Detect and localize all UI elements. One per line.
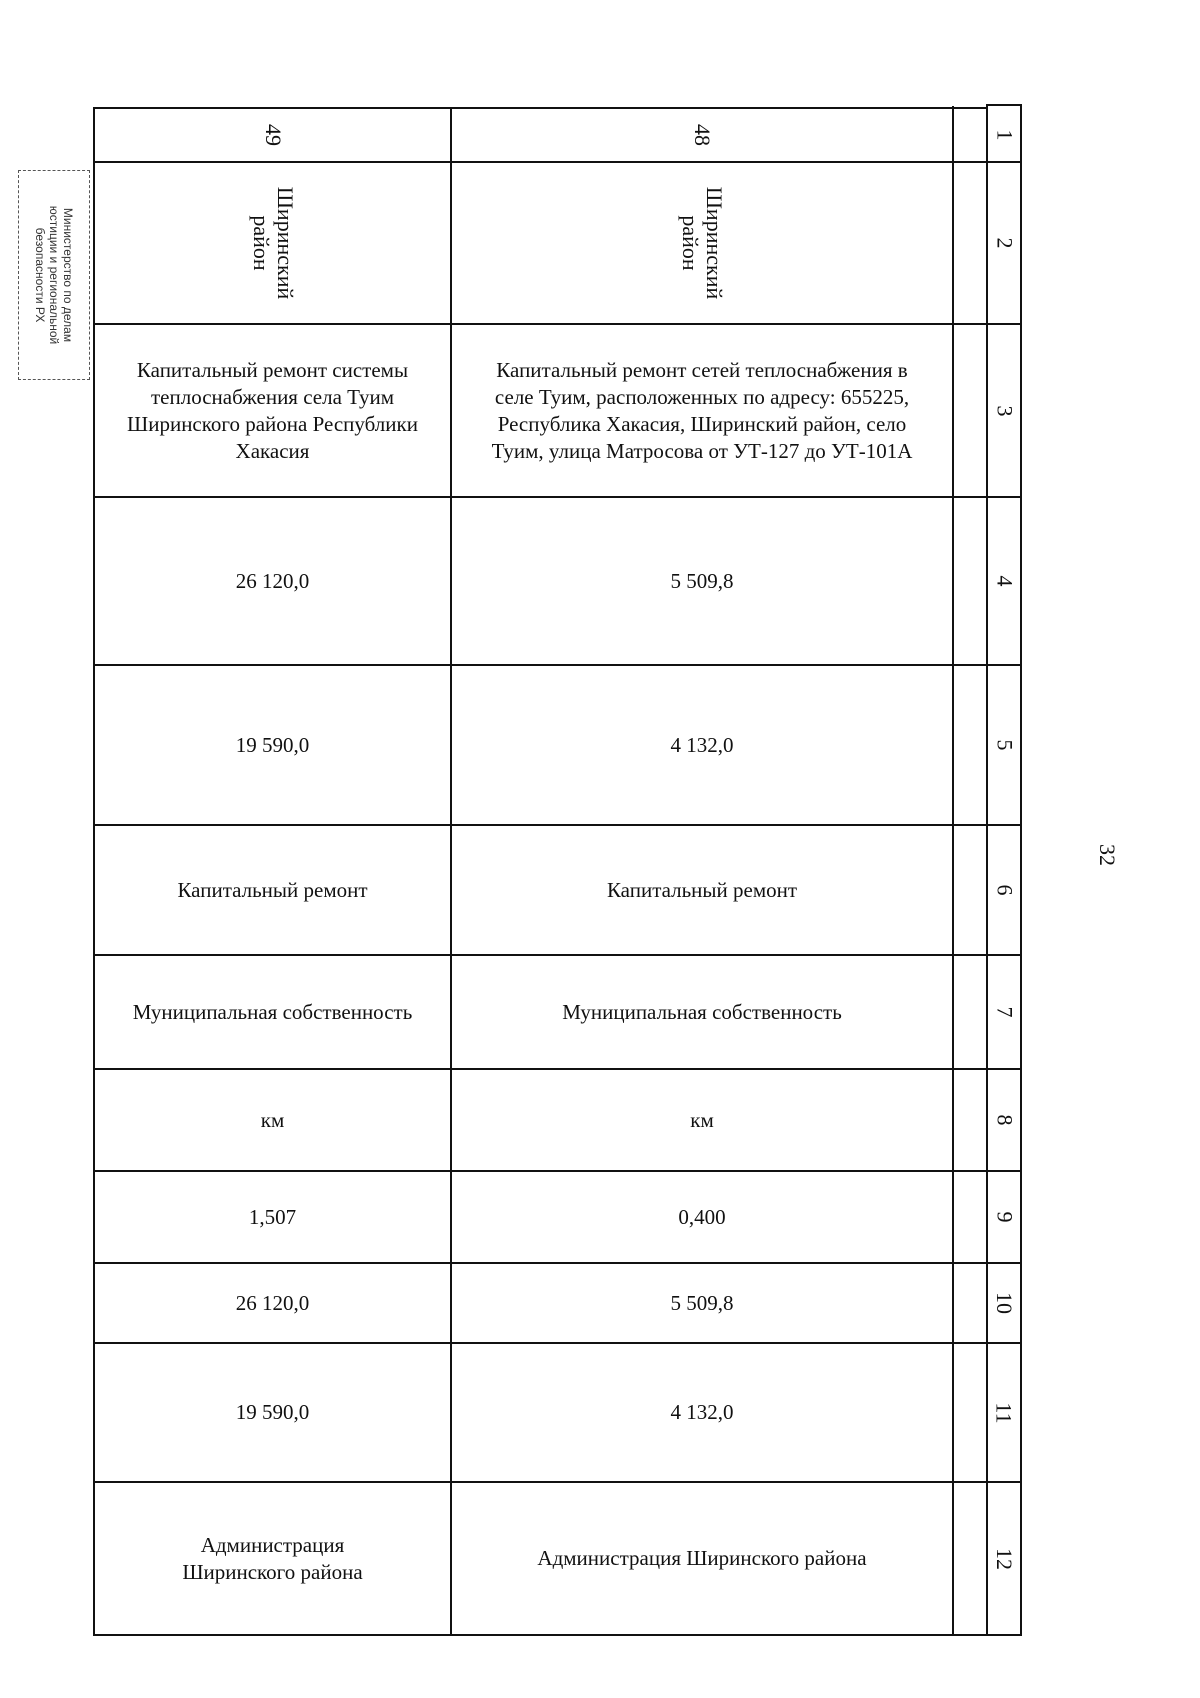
header-cell-9: 9 [992,1211,1017,1223]
row48-capacity: 0,400 [678,1204,726,1229]
header-cell-12: 12 [992,1547,1017,1570]
row48-col10: 5 509,8 [670,1290,734,1315]
header-cell-2: 2 [992,237,1017,249]
table-border-top-header [986,104,1022,106]
row49-col10: 26 120,0 [235,1290,310,1315]
row48-name: Капитальный ремонт сетей теплоснабжения в селе Туим, расположенных по адресу: 655225, Республика Хакасия, Ширинский район, село Туим, улица Матросова от УТ-127 до УТ-101А [491,357,913,463]
row49-district: Ширинский район [248,186,298,300]
header-cell-11: 11 [992,1401,1017,1424]
column-divider [952,106,954,1636]
table-border-bottom [93,1634,1022,1636]
row48-district: Ширинский район [678,186,727,300]
header-cell-7: 7 [992,1006,1017,1018]
row48-num: 48 [690,124,715,146]
header-cell-6: 6 [992,884,1017,896]
header-cell-8: 8 [992,1114,1017,1126]
row49-col11: 19 590,0 [235,1400,310,1424]
header-cell-1: 1 [992,129,1017,140]
header-cell-10: 10 [992,1292,1017,1314]
row48-col11: 4 132,0 [670,1400,734,1424]
row48-customer: Администрация Ширинского района [537,1546,867,1570]
row49-name: Капитальный ремонт системы теплоснабжения села Туим Ширинского района Республики Хакасия [127,357,418,463]
ministry-stamp [18,170,90,380]
stamp-text: Министерство по делам юстиции и региональной безопасности РХ [33,205,75,345]
row49-col5: 19 590,0 [235,732,310,757]
row48-ownership: Муниципальная собственность [562,999,842,1024]
row49-unit: км [260,1107,285,1132]
row49-col4: 26 120,0 [235,568,310,593]
row49-num: 49 [260,124,286,146]
row49-capacity: 1,507 [248,1204,297,1229]
row48-work: Капитальный ремонт [606,877,798,902]
row49-ownership: Муниципальная собственность [132,999,413,1024]
row48-col4: 5 509,8 [670,568,734,593]
table-border-right [1020,104,1022,1636]
row49-work: Капитальный ремонт [177,877,368,902]
row48-col5: 4 132,0 [670,732,734,757]
header-cell-4: 4 [992,575,1017,587]
header-cell-3: 3 [992,405,1017,416]
page-number: 32 [1095,844,1120,866]
row48-unit: км [690,1107,714,1132]
row49-customer: Администрация Ширинского района [182,1532,363,1584]
header-cell-5: 5 [992,739,1017,751]
